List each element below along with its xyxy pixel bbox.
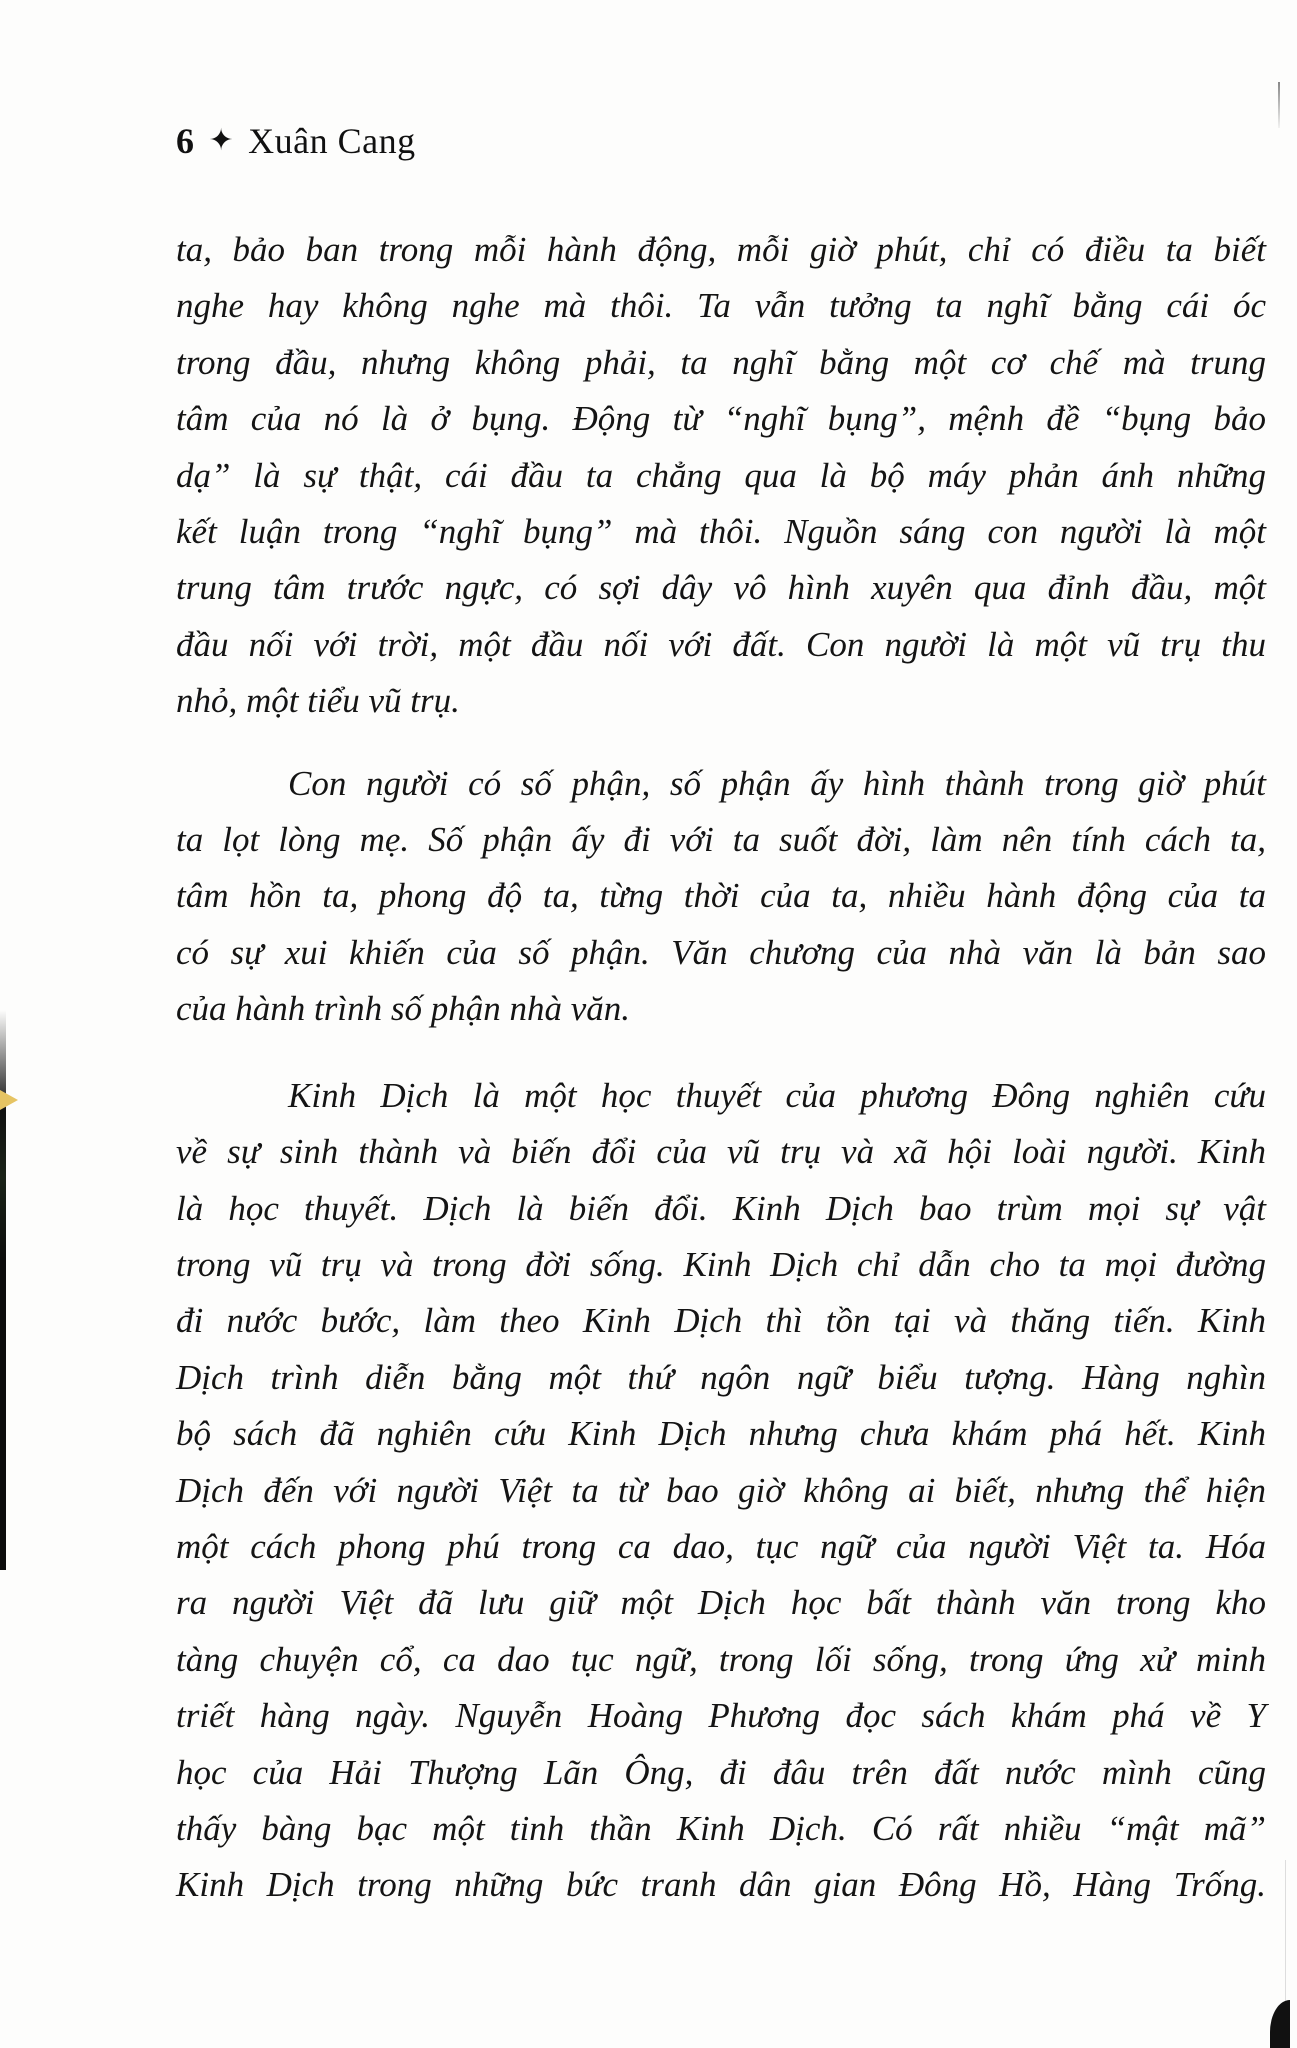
page-corner-shadow [1270, 2000, 1290, 2048]
text-line: ta, bảo ban trong mỗi hành động, mỗi giờ phút, chỉ có điều ta biết [176, 230, 1266, 269]
paragraph-3 [176, 1068, 1266, 1914]
text-line: Kinh Dịch là một học thuyết của phương Đông nghiên cứu [288, 1075, 1266, 1115]
text-line: của hành trình số phận nhà văn. [176, 989, 631, 1029]
text-line: thấy bàng bạc một tinh thần Kinh Dịch. Có rất nhiều “mật mã” [176, 1808, 1266, 1848]
text-line: trong vũ trụ và trong đời sống. Kinh Dịch chỉ dẫn cho ta mọi đường [176, 1244, 1266, 1284]
text-line: nhỏ, một tiểu vũ trụ. [176, 681, 460, 721]
text-line: đi nước bước, làm theo Kinh Dịch thì tồn tại và thăng tiến. Kinh [176, 1301, 1266, 1341]
text-line: đầu nối với trời, một đầu nối với đất. Con người là một vũ trụ thu [176, 624, 1266, 664]
text-line: Con người có số phận, số phận ấy hình thành trong giờ phút [288, 763, 1266, 803]
text-line: có sự xui khiến của số phận. Văn chương của nhà văn là bản sao [176, 932, 1266, 972]
page-number: 6 [176, 121, 195, 161]
text-line: kết luận trong “nghĩ bụng” mà thôi. Nguồn sáng con người là một [176, 512, 1266, 552]
text-line: Kinh Dịch trong những bức tranh dân gian Đông Hồ, Hàng Trống. [176, 1865, 1266, 1905]
body-text [176, 222, 1266, 1914]
author-name: Xuân Cang [248, 121, 416, 161]
text-line: triết hàng ngày. Nguyễn Hoàng Phương đọc sách khám phá về Y [176, 1696, 1266, 1736]
text-line: dạ” là sự thật, cái đầu ta chẳng qua là bộ máy phản ánh những [176, 455, 1266, 495]
text-line: trung tâm trước ngực, có sợi dây vô hình xuyên qua đỉnh đầu, một [176, 568, 1266, 608]
page-edge-line [1285, 1860, 1286, 2010]
text-line: tâm hồn ta, phong độ ta, từng thời của ta, nhiều hành động của ta [176, 876, 1266, 916]
text-line: tàng chuyện cổ, ca dao tục ngữ, trong lối sống, trong ứng xử minh [176, 1639, 1266, 1679]
text-line: học của Hải Thượng Lãn Ông, đi đâu trên đất nước mình cũng [176, 1752, 1266, 1792]
text-line: Dịch trình diễn bằng một thứ ngôn ngữ biểu tượng. Hàng nghìn [176, 1357, 1266, 1397]
text-line: về sự sinh thành và biến đổi của vũ trụ và xã hội loài người. Kinh [176, 1132, 1266, 1172]
text-line: nghe hay không nghe mà thôi. Ta vẫn tưởng ta nghĩ bằng cái óc [176, 286, 1266, 326]
text-line: bộ sách đã nghiên cứu Kinh Dịch nhưng chưa khám phá hết. Kinh [176, 1414, 1266, 1454]
paragraph-1 [176, 222, 1266, 730]
bookmark-tab-icon [0, 1090, 18, 1110]
page-edge-mark [1278, 82, 1280, 128]
running-head [176, 120, 416, 162]
text-line: tâm của nó là ở bụng. Động từ “nghĩ bụng”, mệnh đề “bụng bảo [176, 399, 1266, 439]
text-line: một cách phong phú trong ca dao, tục ngữ của người Việt ta. Hóa [176, 1526, 1266, 1566]
paragraph-2 [176, 756, 1266, 1038]
star-ornament-icon: ✦ [208, 124, 235, 157]
text-line: Dịch đến với người Việt ta từ bao giờ không ai biết, nhưng thể hiện [176, 1470, 1266, 1510]
text-line: là học thuyết. Dịch là biến đổi. Kinh Dịch bao trùm mọi sự vật [176, 1188, 1266, 1228]
text-line: trong đầu, nhưng không phải, ta nghĩ bằng một cơ chế mà trung [176, 342, 1266, 382]
text-line: ta lọt lòng mẹ. Số phận ấy đi với ta suốt đời, làm nên tính cách ta, [176, 820, 1266, 860]
text-line: ra người Việt đã lưu giữ một Dịch học bất thành văn trong kho [176, 1583, 1266, 1623]
